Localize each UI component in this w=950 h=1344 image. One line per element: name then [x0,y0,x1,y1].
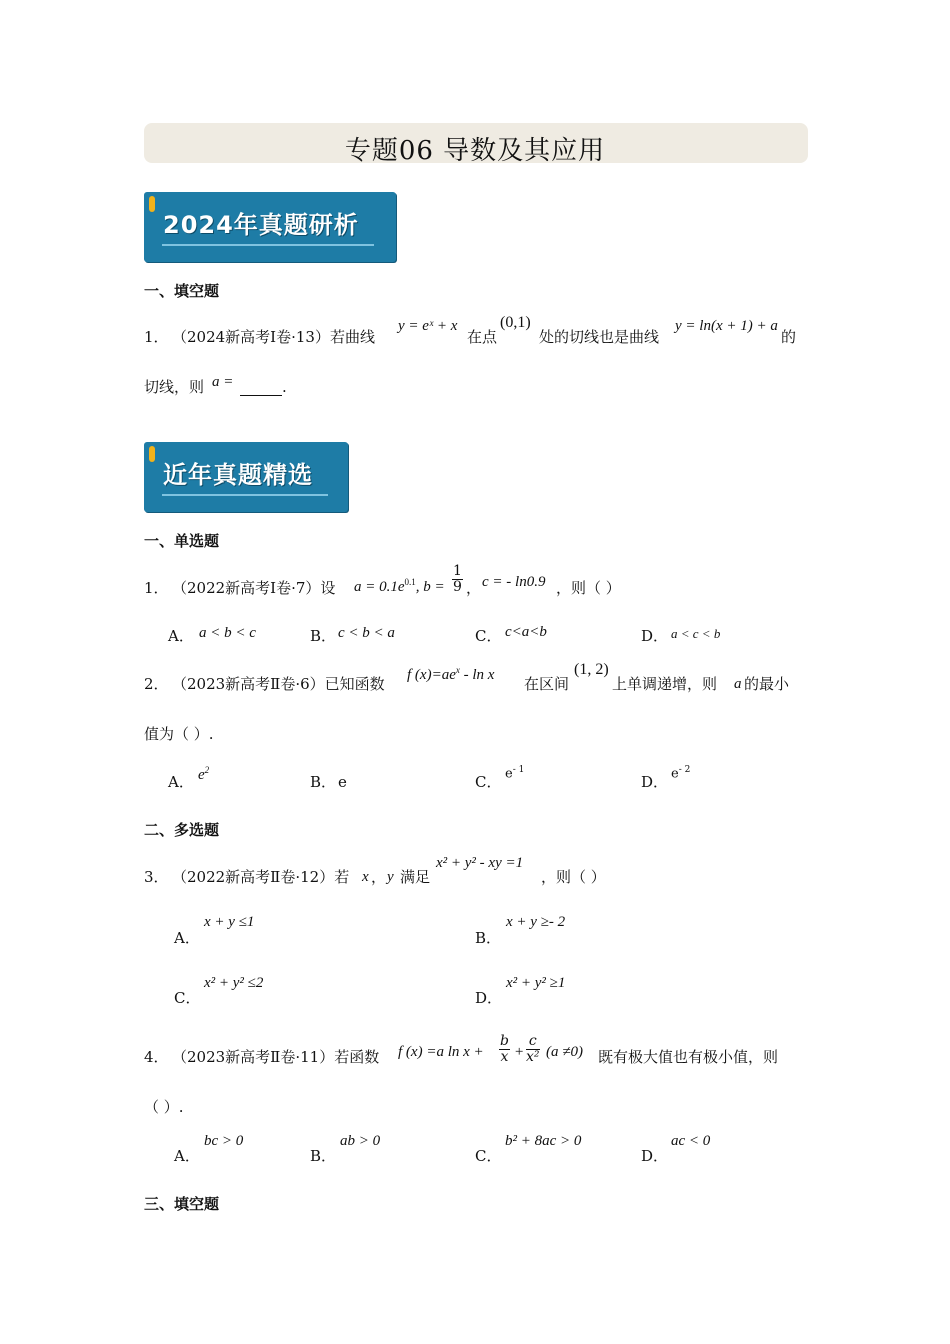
q2-2-option-a[interactable]: A． [168,773,194,791]
q2-1-fraction: $\frac{1}{9}$ [453,563,462,595]
q2-4-source: （2023新高考Ⅱ卷·11）若函数 [172,1048,380,1066]
q2-3-option-c[interactable]: C． [174,989,201,1007]
q1-text-of: 的 [781,328,797,346]
q2-2-option-a-value: $e^2$ [198,765,210,783]
q2-1-math-c: c = - ln0.9 [482,574,546,590]
q2-2-number: 2． [144,675,169,693]
q2-3-option-d[interactable]: D． [475,989,503,1007]
q1-line2-text: 切线，则 [144,378,205,396]
q2-3-option-b[interactable]: B． [475,929,502,947]
q2-3-option-b-value: x + y ≥- 2 [506,914,566,930]
q2-1-math-a: $a = 0.1e^{0.1}$, b = [354,577,445,595]
q1-math-curve1: y = eˣ + x [398,318,458,334]
badge-recent [144,442,348,512]
section-fill-blank-2: 三、填空题 [144,1195,220,1213]
q2-4-number: 4． [144,1048,169,1066]
q2-3-math-eq: x² + y² - xy =1 [436,855,524,871]
q2-3-var-y: y [387,869,394,885]
q2-2-line2: 值为（ ）. [144,725,214,743]
section-single-choice: 一、单选题 [144,532,220,550]
q2-2-option-c-value: $e^{- 1}$ [505,765,525,782]
q2-4-option-b[interactable]: B． [310,1147,337,1165]
q2-1-option-b[interactable]: B． [310,627,337,645]
q2-3-option-a[interactable]: A． [174,929,200,947]
q2-2-text-interval: 在区间 [524,675,570,693]
q2-3-tail: ，则（ ） [541,868,606,886]
badge-2024-real [144,192,396,262]
q2-2-option-b-value: e [338,773,347,791]
q1-source: （2024新高考Ⅰ卷·13）若曲线 [172,328,375,346]
q2-3-comma: ， [371,868,387,886]
q2-3-text-satisfy: 满足 [400,868,431,886]
q2-2-option-b[interactable]: B． [310,773,337,791]
q2-2-text-min: 的最小 [744,675,790,693]
q2-2-option-d-value: $e^{- 2}$ [671,765,691,782]
badge-underline [162,494,328,496]
q2-4-option-b-value: ab > 0 [340,1133,381,1149]
q2-3-var-x: x [362,869,369,885]
q2-2-var-a: a [734,676,742,692]
q2-4-option-a[interactable]: A． [174,1147,200,1165]
q1-text-point: 在点 [467,328,498,346]
q1-number: 1． [144,328,169,346]
badge-accent-icon [149,446,155,462]
q2-1-option-d-value: a < c < b [671,626,721,641]
q2-4-line2: （ ）. [144,1098,184,1116]
q2-3-option-d-value: x² + y² ≥1 [506,975,566,991]
q2-2-math-interval: (1, 2) [574,661,609,678]
q2-4-option-a-value: bc > 0 [204,1133,244,1149]
q1-math-point: (0,1) [500,314,531,331]
q2-2-option-c[interactable]: C． [475,773,502,791]
q2-2-source: （2023新高考Ⅱ卷·6）已知函数 [172,675,385,693]
section-fill-blank-1: 一、填空题 [144,282,220,300]
q2-4-plus: + [514,1044,525,1060]
q2-1-option-a-value: a < b < c [199,625,256,641]
page-title: 专题06 导数及其应用 [344,136,606,166]
q1-text-tangent: 处的切线也是曲线 [539,328,660,346]
q2-4-option-d[interactable]: D． [641,1147,669,1165]
q2-3-option-a-value: x + y ≤1 [204,914,255,930]
badge-underline [162,244,374,246]
q2-4-option-d-value: ac < 0 [671,1133,711,1149]
q2-4-math-f: f (x) =a ln x + [398,1044,484,1060]
q1-answer-blank[interactable] [240,381,282,400]
q2-1-number: 1． [144,579,169,597]
q2-4-math-cond: (a ≠0) [546,1044,583,1060]
q2-4-option-c[interactable]: C． [475,1147,502,1165]
q2-1-source: （2022新高考Ⅰ卷·7）设 [172,579,336,597]
q1-period: . [282,378,287,396]
q2-1-option-d[interactable]: D． [641,627,669,645]
badge-label: 近年真题精选 [163,461,313,489]
q2-1-option-c-value: c<a<b [505,624,547,640]
badge-accent-icon [149,196,155,212]
q2-3-source: （2022新高考Ⅱ卷·12）若 [172,868,350,886]
q2-1-sep: ， [466,579,482,597]
q2-1-tail: ，则（ ） [556,579,621,597]
q2-2-math-f: f $(x)=ae^x - \ln x$ [407,665,495,683]
q1-math-a: a = [212,374,234,390]
q2-3-option-c-value: x² + y² ≤2 [204,975,264,991]
section-multi-choice: 二、多选题 [144,821,220,839]
q2-4-option-c-value: b² + 8ac > 0 [505,1133,582,1149]
q2-1-option-a[interactable]: A． [168,627,194,645]
badge-label: 2024年真题研析 [163,211,359,239]
q2-3-number: 3． [144,868,169,886]
q2-1-option-c[interactable]: C． [475,627,502,645]
q2-4-fraction-c-x2: $\frac{c}{\text{x²}}$ [526,1033,540,1065]
q2-4-fraction-b-x: $\frac{b}{x}$ [500,1033,509,1065]
q2-2-option-d[interactable]: D． [641,773,669,791]
q2-2-text-mono: 上单调递增，则 [612,675,718,693]
q2-1-option-b-value: c < b < a [338,625,395,641]
q1-math-curve2: y = ln(x + 1) + a [675,318,778,334]
q2-4-text: 既有极大值也有极小值，则 [598,1048,779,1066]
